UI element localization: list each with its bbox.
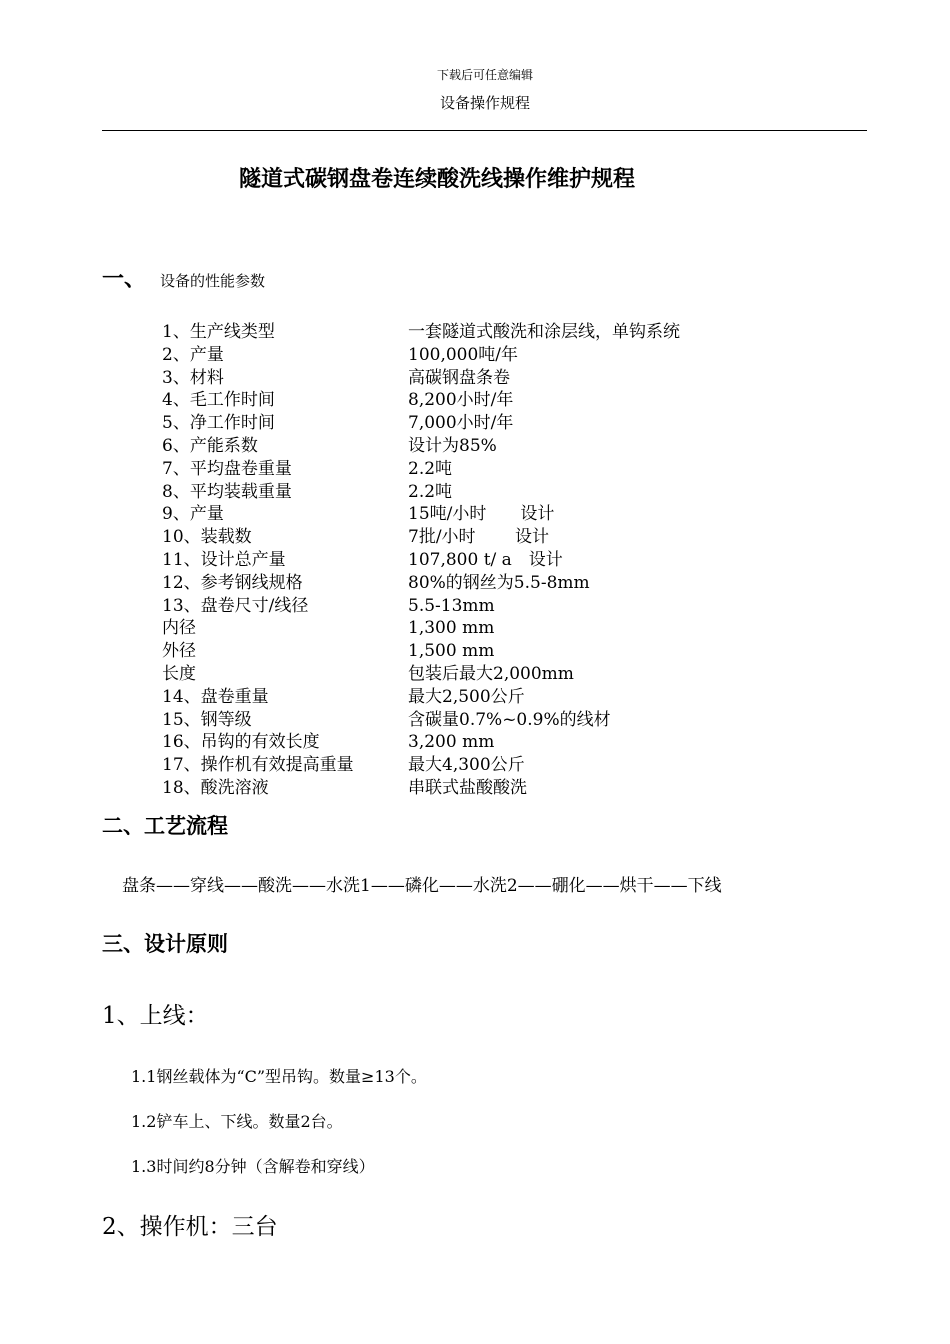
parameter-row [162, 640, 822, 663]
header-divider [102, 130, 867, 131]
parameter-value: 7,000小时/年 [408, 413, 514, 434]
section-3-heading: 三、设计原则 [102, 932, 228, 956]
parameter-row [162, 549, 822, 572]
parameter-row [162, 686, 822, 709]
parameter-value: 1,300 mm [408, 618, 495, 639]
parameter-row [162, 731, 822, 754]
parameter-label: 15、钢等级 [162, 709, 252, 730]
parameter-value: 2.2吨 [408, 458, 453, 479]
parameter-row [162, 663, 822, 686]
parameter-value: 7批/小时 设计 [408, 527, 549, 548]
parameter-label: 5、净工作时间 [162, 413, 275, 434]
parameter-value: 80%的钢丝为5.5-8mm [408, 572, 590, 593]
parameter-list [162, 321, 822, 800]
parameter-label: 17、操作机有效提高重量 [162, 755, 354, 776]
parameter-row [162, 481, 822, 504]
subsection-2-heading: 2、操作机：三台 [102, 1214, 278, 1240]
header-note: 下载后可任意编辑 [436, 68, 533, 82]
parameter-row [162, 754, 822, 777]
section-1-heading [102, 262, 265, 293]
parameter-label: 长度 [162, 663, 196, 684]
parameter-row [162, 526, 822, 549]
parameter-row [162, 617, 822, 640]
parameter-row [162, 321, 822, 344]
parameter-value: 含碳量0.7%~0.9%的线材 [408, 709, 611, 730]
parameter-value: 100,000吨/年 [408, 344, 519, 365]
parameter-label: 1、生产线类型 [162, 322, 275, 342]
parameter-row [162, 344, 822, 367]
parameter-label: 6、产能系数 [162, 435, 258, 456]
parameter-label: 2、产量 [162, 344, 224, 365]
design-item-1-2: 1.2铲车上、下线。数量2台。 [131, 1112, 343, 1131]
parameter-value: 107,800 t/ a 设计 [408, 549, 563, 570]
section-2-heading: 二、工艺流程 [102, 814, 228, 838]
parameter-value: 8,200小时/年 [408, 390, 514, 411]
parameter-value: 串联式盐酸酸洗 [408, 777, 527, 798]
parameter-value: 15吨/小时 设计 [408, 504, 555, 525]
parameter-row [162, 458, 822, 481]
parameter-label: 外径 [162, 641, 196, 662]
parameter-row [162, 389, 822, 412]
parameter-label: 内径 [162, 618, 196, 639]
parameter-row [162, 367, 822, 390]
process-flow: 盘条——穿线——酸洗——水洗1——磷化——水洗2——硼化——烘干——下线 [122, 876, 722, 896]
parameter-label: 14、盘卷重量 [162, 686, 269, 707]
parameter-label: 9、产量 [162, 504, 224, 525]
parameter-value: 设计为85% [408, 435, 497, 456]
section-1-number: 一、 [102, 267, 147, 292]
parameter-label: 13、盘卷尺寸/线径 [162, 595, 309, 616]
parameter-row [162, 503, 822, 526]
section-1-title: 设备的性能参数 [160, 272, 266, 290]
parameter-value: 最大4,300公斤 [408, 755, 525, 776]
parameter-value: 包装后最大2,000mm [408, 663, 574, 684]
parameter-label: 18、酸洗溶液 [162, 777, 269, 798]
parameter-value: 3,200 mm [408, 732, 495, 753]
parameter-label: 12、参考钢线规格 [162, 572, 303, 593]
parameter-label: 4、毛工作时间 [162, 390, 275, 411]
parameter-value: 1,500 mm [408, 641, 495, 662]
parameter-value: 最大2,500公斤 [408, 686, 525, 707]
subsection-1-heading: 1、上线： [102, 1003, 209, 1029]
parameter-row [162, 709, 822, 732]
parameter-row [162, 412, 822, 435]
parameter-label: 11、设计总产量 [162, 549, 286, 570]
parameter-label: 7、平均盘卷重量 [162, 458, 292, 479]
parameter-label: 3、材料 [162, 367, 224, 388]
design-item-1-1: 1.1钢丝载体为“C”型吊钩。数量≥13个。 [131, 1067, 427, 1086]
parameter-label: 8、平均装载重量 [162, 481, 292, 502]
parameter-row [162, 572, 822, 595]
parameter-value: 一套隧道式酸洗和涂层线，单钩系统 [408, 322, 680, 342]
parameter-label: 10、装载数 [162, 527, 252, 548]
parameter-value: 2.2吨 [408, 481, 453, 502]
parameter-value: 5.5-13mm [408, 595, 495, 616]
design-item-1-3: 1.3时间约8分钟（含解卷和穿线） [131, 1157, 375, 1176]
parameter-value: 高碳钢盘条卷 [408, 367, 510, 388]
parameter-row [162, 435, 822, 458]
parameter-row [162, 595, 822, 618]
header-title: 设备操作规程 [439, 94, 530, 112]
document-title: 隧道式碳钢盘卷连续酸洗线操作维护规程 [238, 167, 635, 192]
parameter-row [162, 777, 822, 800]
parameter-label: 16、吊钩的有效长度 [162, 732, 320, 753]
